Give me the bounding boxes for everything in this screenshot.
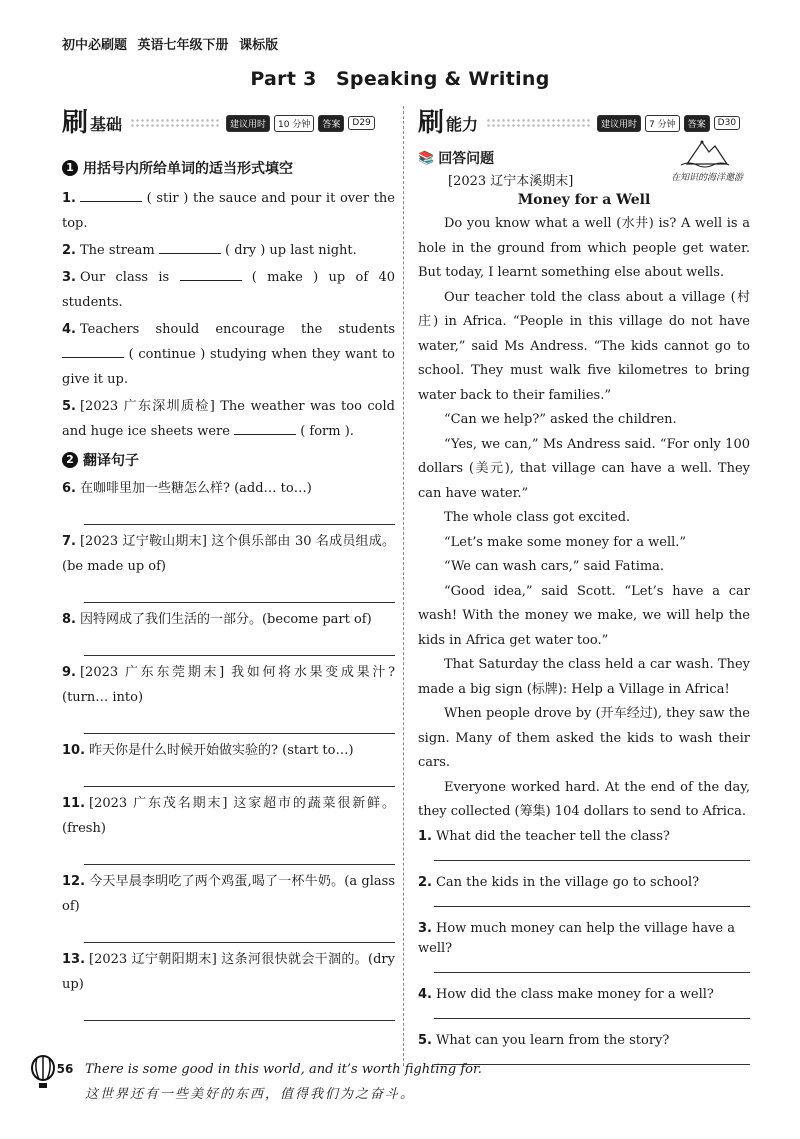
answer-label: 答案: [318, 115, 344, 132]
dotted-decoration: [486, 118, 591, 128]
translate-question: [62, 791, 395, 865]
story-paragraph: “Good idea,” said Scott. “Let’s have a car wash! With the money we make, we will help the kids in Africa get water too.”: [418, 583, 750, 648]
question-number: 1.: [418, 828, 432, 844]
column-divider: [403, 106, 404, 1066]
story-paragraph: “Let’s make some money for a well.”: [444, 534, 687, 550]
part1-heading: [62, 158, 395, 178]
question-text: 今天早晨李明吃了两个鸡蛋,喝了一杯牛奶。(a glass of): [62, 874, 395, 914]
footer-quote-chinese: 这世界还有一些美好的东西，值得我们为之奋斗。: [85, 1087, 416, 1102]
story-body: [418, 212, 750, 825]
section-header-basic: [62, 108, 395, 138]
answer-line[interactable]: [84, 1019, 395, 1021]
question-text: What did the teacher tell the class?: [435, 828, 670, 844]
question-number: 2.: [62, 243, 76, 258]
section-name: 基础: [90, 114, 123, 134]
answer-line[interactable]: [434, 905, 750, 907]
translate-question: [62, 947, 395, 1021]
question-text-before: [2023 广东深圳质检] The weather was too cold and huge ice sheets were: [62, 399, 395, 439]
reading-question: [418, 827, 750, 861]
section-header-ability: [418, 108, 750, 138]
question-text-after: ( make ) up of 40 students.: [62, 270, 395, 310]
question-number: 3.: [418, 920, 432, 936]
part-number-badge: 2: [62, 452, 78, 468]
fill-question: [62, 186, 395, 236]
question-number: 10.: [62, 743, 86, 758]
question-text: Can the kids in the village go to school?: [435, 874, 700, 890]
time-value: 7 分钟: [645, 115, 680, 132]
part2-title: 翻译句子: [83, 453, 139, 469]
translate-question: [62, 529, 395, 603]
reading-question: [418, 1031, 750, 1065]
answer-line[interactable]: [84, 785, 395, 787]
question-text-before: Our class is: [79, 270, 180, 285]
answer-line[interactable]: [434, 859, 750, 861]
answer-page: D30: [714, 116, 740, 130]
time-value: 10 分钟: [274, 115, 314, 132]
answer-line[interactable]: [84, 863, 395, 865]
reading-questions: [418, 827, 750, 1065]
part1-title: 用括号内所给单词的适当形式填空: [83, 161, 293, 177]
answer-line[interactable]: [434, 1017, 750, 1019]
story-paragraph: When people drove by (开车经过), they saw the sign. Many of them asked the kids to wash their cars.: [418, 706, 750, 770]
translate-question: [62, 476, 395, 525]
answer-blank[interactable]: [62, 343, 124, 358]
story-paragraph: Our teacher told the class about a village (村庄) in Africa. “People in this village do not have water,” said Ms Andress. “The kids cannot go to school. They must walk five kilometres to bring water back to their families.”: [418, 289, 750, 403]
question-text: 昨天你是什么时候开始做实验的? (start to…): [89, 743, 354, 758]
fill-question: [62, 317, 395, 392]
answer-blank[interactable]: [159, 239, 221, 254]
reading-intro: [418, 148, 750, 204]
answer-line[interactable]: [84, 941, 395, 943]
question-number: 9.: [62, 665, 76, 680]
question-text: [2023 广东东莞期末] 我如何将水果变成果汁? (turn… into): [62, 665, 395, 705]
answer-label: 答案: [684, 115, 710, 132]
book-icon: 📚: [418, 150, 435, 166]
source-tag: [2023 辽宁本溪期末]: [448, 174, 574, 189]
badge-caption: 在知识的海洋邀游: [670, 173, 743, 183]
fill-question: [62, 265, 395, 315]
reading-question: [418, 873, 750, 907]
brush-glyph: 刷: [418, 108, 445, 138]
time-label: 建议用时: [597, 115, 641, 132]
reading-question: [418, 919, 750, 973]
answer-line[interactable]: [84, 732, 395, 734]
story-paragraph: That Saturday the class held a car wash. They made a big sign (标牌): Help a Village in Africa!: [418, 657, 750, 697]
question-number: 1.: [62, 191, 76, 206]
answer-blank[interactable]: [180, 266, 242, 281]
question-text-after: ( form ).: [296, 424, 354, 439]
answer-page: D29: [348, 116, 374, 130]
question-text-before: Teachers should encourage the students: [79, 322, 395, 337]
part-number-badge: 1: [62, 160, 78, 176]
footer-quote-english: There is some good in this world, and it’s worth fighting for.: [85, 1062, 482, 1077]
story-paragraph: “We can wash cars,” said Fatima.: [444, 559, 665, 574]
part2-heading: [62, 450, 395, 470]
fill-question: [62, 238, 395, 263]
answer-blank[interactable]: [80, 187, 142, 202]
dotted-decoration: [130, 118, 220, 128]
question-number: 4.: [62, 322, 76, 337]
story-paragraph: “Yes, we can,” Ms Andress said. “For only 100 dollars (美元), that village can have a well. They can have water.”: [418, 436, 750, 501]
translate-question: [62, 869, 395, 943]
question-text-after: ( continue ) studying when they want to give it up.: [62, 347, 395, 387]
story-paragraph: “Can we help?” asked the children.: [444, 412, 677, 427]
question-number: 4.: [418, 986, 432, 1002]
translate-question: [62, 607, 395, 656]
question-text: [2023 辽宁鞍山期末] 这个俱乐部由 30 名成员组成。(be made up of): [62, 534, 395, 574]
question-text: [2023 广东茂名期末] 这家超市的蔬菜很新鲜。(fresh): [62, 796, 395, 836]
question-number: 2.: [418, 874, 432, 890]
left-column: [62, 108, 395, 1025]
edition-name: 课标版: [239, 38, 279, 53]
question-number: 5.: [62, 399, 76, 414]
fill-in-questions: [62, 186, 395, 444]
brush-glyph: 刷: [62, 108, 89, 138]
reading-part-title: 回答问题: [438, 151, 495, 167]
question-text: What can you learn from the story?: [435, 1032, 670, 1048]
question-text: 因特网成了我们生活的一部分。(become part of): [79, 612, 372, 627]
time-label: 建议用时: [226, 115, 270, 132]
answer-line[interactable]: [84, 654, 395, 656]
page-title: Part 3 Speaking & Writing: [250, 68, 550, 90]
question-number: 11.: [62, 796, 86, 811]
translation-questions: [62, 476, 395, 1021]
question-number: 12.: [62, 874, 86, 889]
story-title: Money for a Well: [517, 192, 651, 208]
question-text: [2023 辽宁朝阳期末] 这条河很快就会干涸的。(dry up): [62, 952, 395, 992]
story-paragraph: The whole class got excited.: [444, 510, 631, 525]
translate-question: [62, 738, 395, 787]
reading-question: [418, 985, 750, 1019]
answer-line[interactable]: [84, 601, 395, 603]
answer-blank[interactable]: [234, 420, 296, 435]
question-number: 6.: [62, 481, 76, 496]
question-number: 3.: [62, 270, 76, 285]
question-number: 8.: [62, 612, 76, 627]
question-number: 5.: [418, 1032, 432, 1048]
section-name: 能力: [446, 114, 479, 134]
right-column: [418, 108, 750, 1077]
question-number: 13.: [62, 952, 86, 967]
question-text-after: ( dry ) up last night.: [220, 243, 357, 258]
translate-question: [62, 660, 395, 734]
page-number: 56: [56, 1062, 74, 1076]
question-text: How much money can help the village have a well?: [418, 920, 735, 956]
question-text-after: ( stir ) the sauce and pour it over the top.: [62, 191, 395, 231]
subject-name: 英语七年级下册: [137, 38, 229, 53]
question-text-before: The stream: [79, 243, 159, 258]
fill-question: [62, 394, 395, 444]
ocean-badge: [663, 138, 751, 183]
answer-line[interactable]: [84, 523, 395, 525]
answer-line[interactable]: [434, 971, 750, 973]
story-paragraph: Do you know what a well (水井) is? A well is a hole in the ground from which people get water. But today, I learnt something else about wells.: [418, 216, 750, 280]
story-paragraph: Everyone worked hard. At the end of the day, they collected (筹集) 104 dollars to send to Africa.: [418, 779, 750, 819]
running-header: [62, 34, 284, 53]
question-text: How did the class make money for a well?: [435, 986, 714, 1002]
question-number: 7.: [62, 534, 76, 549]
question-text: 在咖啡里加一些糖怎么样? (add… to…): [79, 481, 312, 496]
series-name: 初中必刷题: [62, 38, 128, 53]
mountain-sea-icon: [677, 138, 737, 168]
